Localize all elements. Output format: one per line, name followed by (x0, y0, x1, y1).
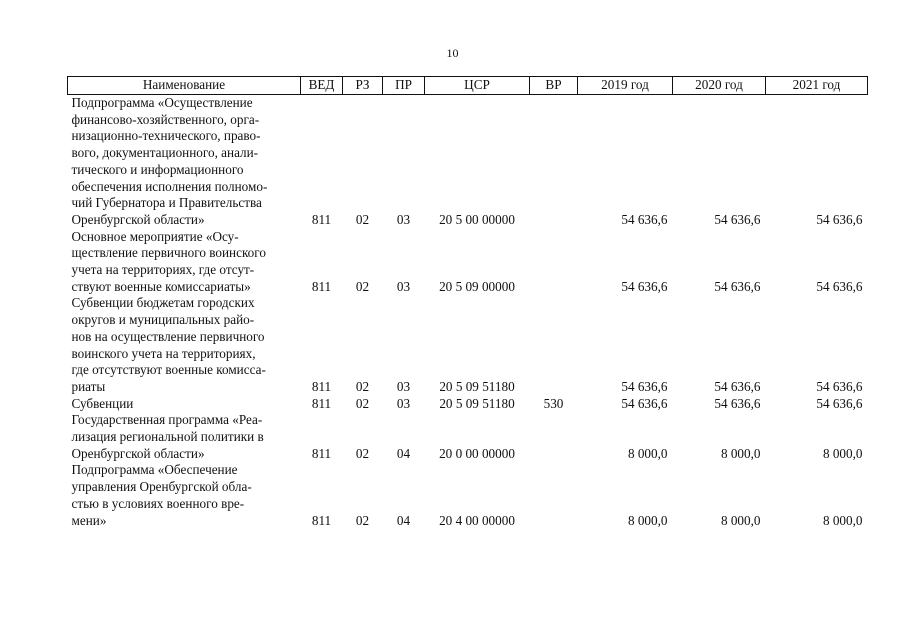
header-2020: 2020 год (673, 77, 766, 95)
cell-name (68, 412, 301, 462)
table-header-row (68, 77, 868, 95)
cell-ved: 811 (311, 211, 332, 227)
cell-ved: 811 (311, 378, 332, 394)
cell-2020: 54 636,6 (714, 378, 761, 394)
table-row (68, 462, 868, 529)
cell-csr: 20 0 00 00000 (439, 445, 515, 461)
name-line: нов на осуществление первичного (71, 328, 265, 344)
cell-2019: 54 636,6 (621, 278, 668, 294)
name-line: риаты (71, 378, 106, 394)
cell-2020: 8 000,0 (720, 512, 761, 528)
table-row (68, 396, 868, 413)
name-line: воинского учета на территориях, (71, 345, 256, 361)
name-line: Субвенции бюджетам городских (71, 295, 255, 311)
cell-name (68, 396, 301, 413)
cell-2019: 54 636,6 (621, 211, 668, 227)
cell-pr: 03 (396, 278, 411, 294)
name-line: стью в условиях военного вре- (71, 495, 245, 511)
cell-name (68, 95, 301, 229)
name-line: мени» (71, 512, 107, 528)
cell-pr: 04 (396, 445, 411, 461)
cell-csr: 20 4 00 00000 (439, 512, 515, 528)
header-rz: РЗ (343, 77, 383, 95)
header-ved: ВЕД (301, 77, 343, 95)
cell-rz: 02 (355, 512, 370, 528)
header-name: Наименование (68, 77, 301, 95)
cell-2021: 54 636,6 (816, 395, 863, 411)
cell-csr: 20 5 09 51180 (439, 395, 515, 411)
cell-pr: 03 (396, 395, 411, 411)
cell-2021: 8 000,0 (822, 445, 863, 461)
cell-2019: 8 000,0 (627, 512, 668, 528)
cell-2019: 54 636,6 (621, 378, 668, 394)
cell-ved: 811 (311, 512, 332, 528)
cell-2019: 54 636,6 (621, 395, 668, 411)
cell-vr: 530 (543, 395, 564, 411)
cell-csr: 20 5 00 00000 (439, 211, 515, 227)
name-line: ствуют военные комиссариаты» (71, 278, 251, 294)
cell-ved: 811 (311, 395, 332, 411)
cell-rz: 02 (355, 445, 370, 461)
cell-pr: 03 (396, 211, 411, 227)
cell-2021: 54 636,6 (816, 378, 863, 394)
cell-rz: 02 (355, 378, 370, 394)
cell-ved: 811 (311, 445, 332, 461)
header-csr: ЦСР (425, 77, 530, 95)
name-line: управления Оренбургской обла- (71, 479, 252, 495)
name-line: Государственная программа «Реа- (71, 412, 263, 428)
table-row (68, 95, 868, 229)
cell-2021: 54 636,6 (816, 278, 863, 294)
cell-csr: 20 5 09 00000 (439, 278, 515, 294)
name-line: Субвенции (71, 395, 134, 411)
cell-csr: 20 5 09 51180 (439, 378, 515, 394)
cell-2020: 54 636,6 (714, 278, 761, 294)
name-line: Оренбургской области» (71, 445, 205, 461)
cell-rz: 02 (355, 211, 370, 227)
name-line: низационно-технического, право- (71, 128, 261, 144)
header-pr: ПР (383, 77, 425, 95)
name-line: округов и муниципальных райо- (71, 312, 255, 328)
cell-vr (530, 462, 578, 529)
cell-vr (530, 95, 578, 229)
header-2021: 2021 год (766, 77, 868, 95)
cell-2020: 54 636,6 (714, 211, 761, 227)
table-row (68, 229, 868, 296)
cell-ved: 811 (311, 278, 332, 294)
table-row (68, 412, 868, 462)
cell-vr (530, 229, 578, 296)
cell-2021: 54 636,6 (816, 211, 863, 227)
name-line: чий Губернатора и Правительства (71, 195, 262, 211)
cell-name (68, 295, 301, 395)
name-line: учета на территориях, где отсут- (71, 262, 255, 278)
name-line: вого, документационного, анали- (71, 145, 259, 161)
header-vr: ВР (530, 77, 578, 95)
cell-rz: 02 (355, 395, 370, 411)
table-body (68, 95, 868, 530)
cell-2021: 8 000,0 (822, 512, 863, 528)
name-line: обеспечения исполнения полномо- (71, 178, 268, 194)
name-line: Основное мероприятие «Осу- (71, 228, 239, 244)
budget-table (67, 76, 868, 529)
name-line: лизация региональной политики в (71, 429, 264, 445)
name-line: Оренбургской области» (71, 211, 205, 227)
cell-2020: 8 000,0 (720, 445, 761, 461)
name-line: ществление первичного воинского (71, 245, 266, 261)
cell-name (68, 462, 301, 529)
header-2019: 2019 год (578, 77, 673, 95)
cell-rz: 02 (355, 278, 370, 294)
name-line: финансово-хозяйственного, орга- (71, 111, 260, 127)
name-line: Подпрограмма «Осуществление (71, 95, 253, 110)
name-line: Подпрограмма «Обеспечение (71, 462, 238, 478)
cell-2020: 54 636,6 (714, 395, 761, 411)
cell-2019: 8 000,0 (627, 445, 668, 461)
cell-vr (530, 295, 578, 395)
name-line: где отсутствуют военные комисса- (71, 362, 266, 378)
table-row (68, 295, 868, 395)
cell-pr: 03 (396, 378, 411, 394)
name-line: тического и информационного (71, 161, 244, 177)
cell-pr: 04 (396, 512, 411, 528)
cell-vr (530, 412, 578, 462)
page-number: 10 (446, 46, 459, 60)
cell-name (68, 229, 301, 296)
